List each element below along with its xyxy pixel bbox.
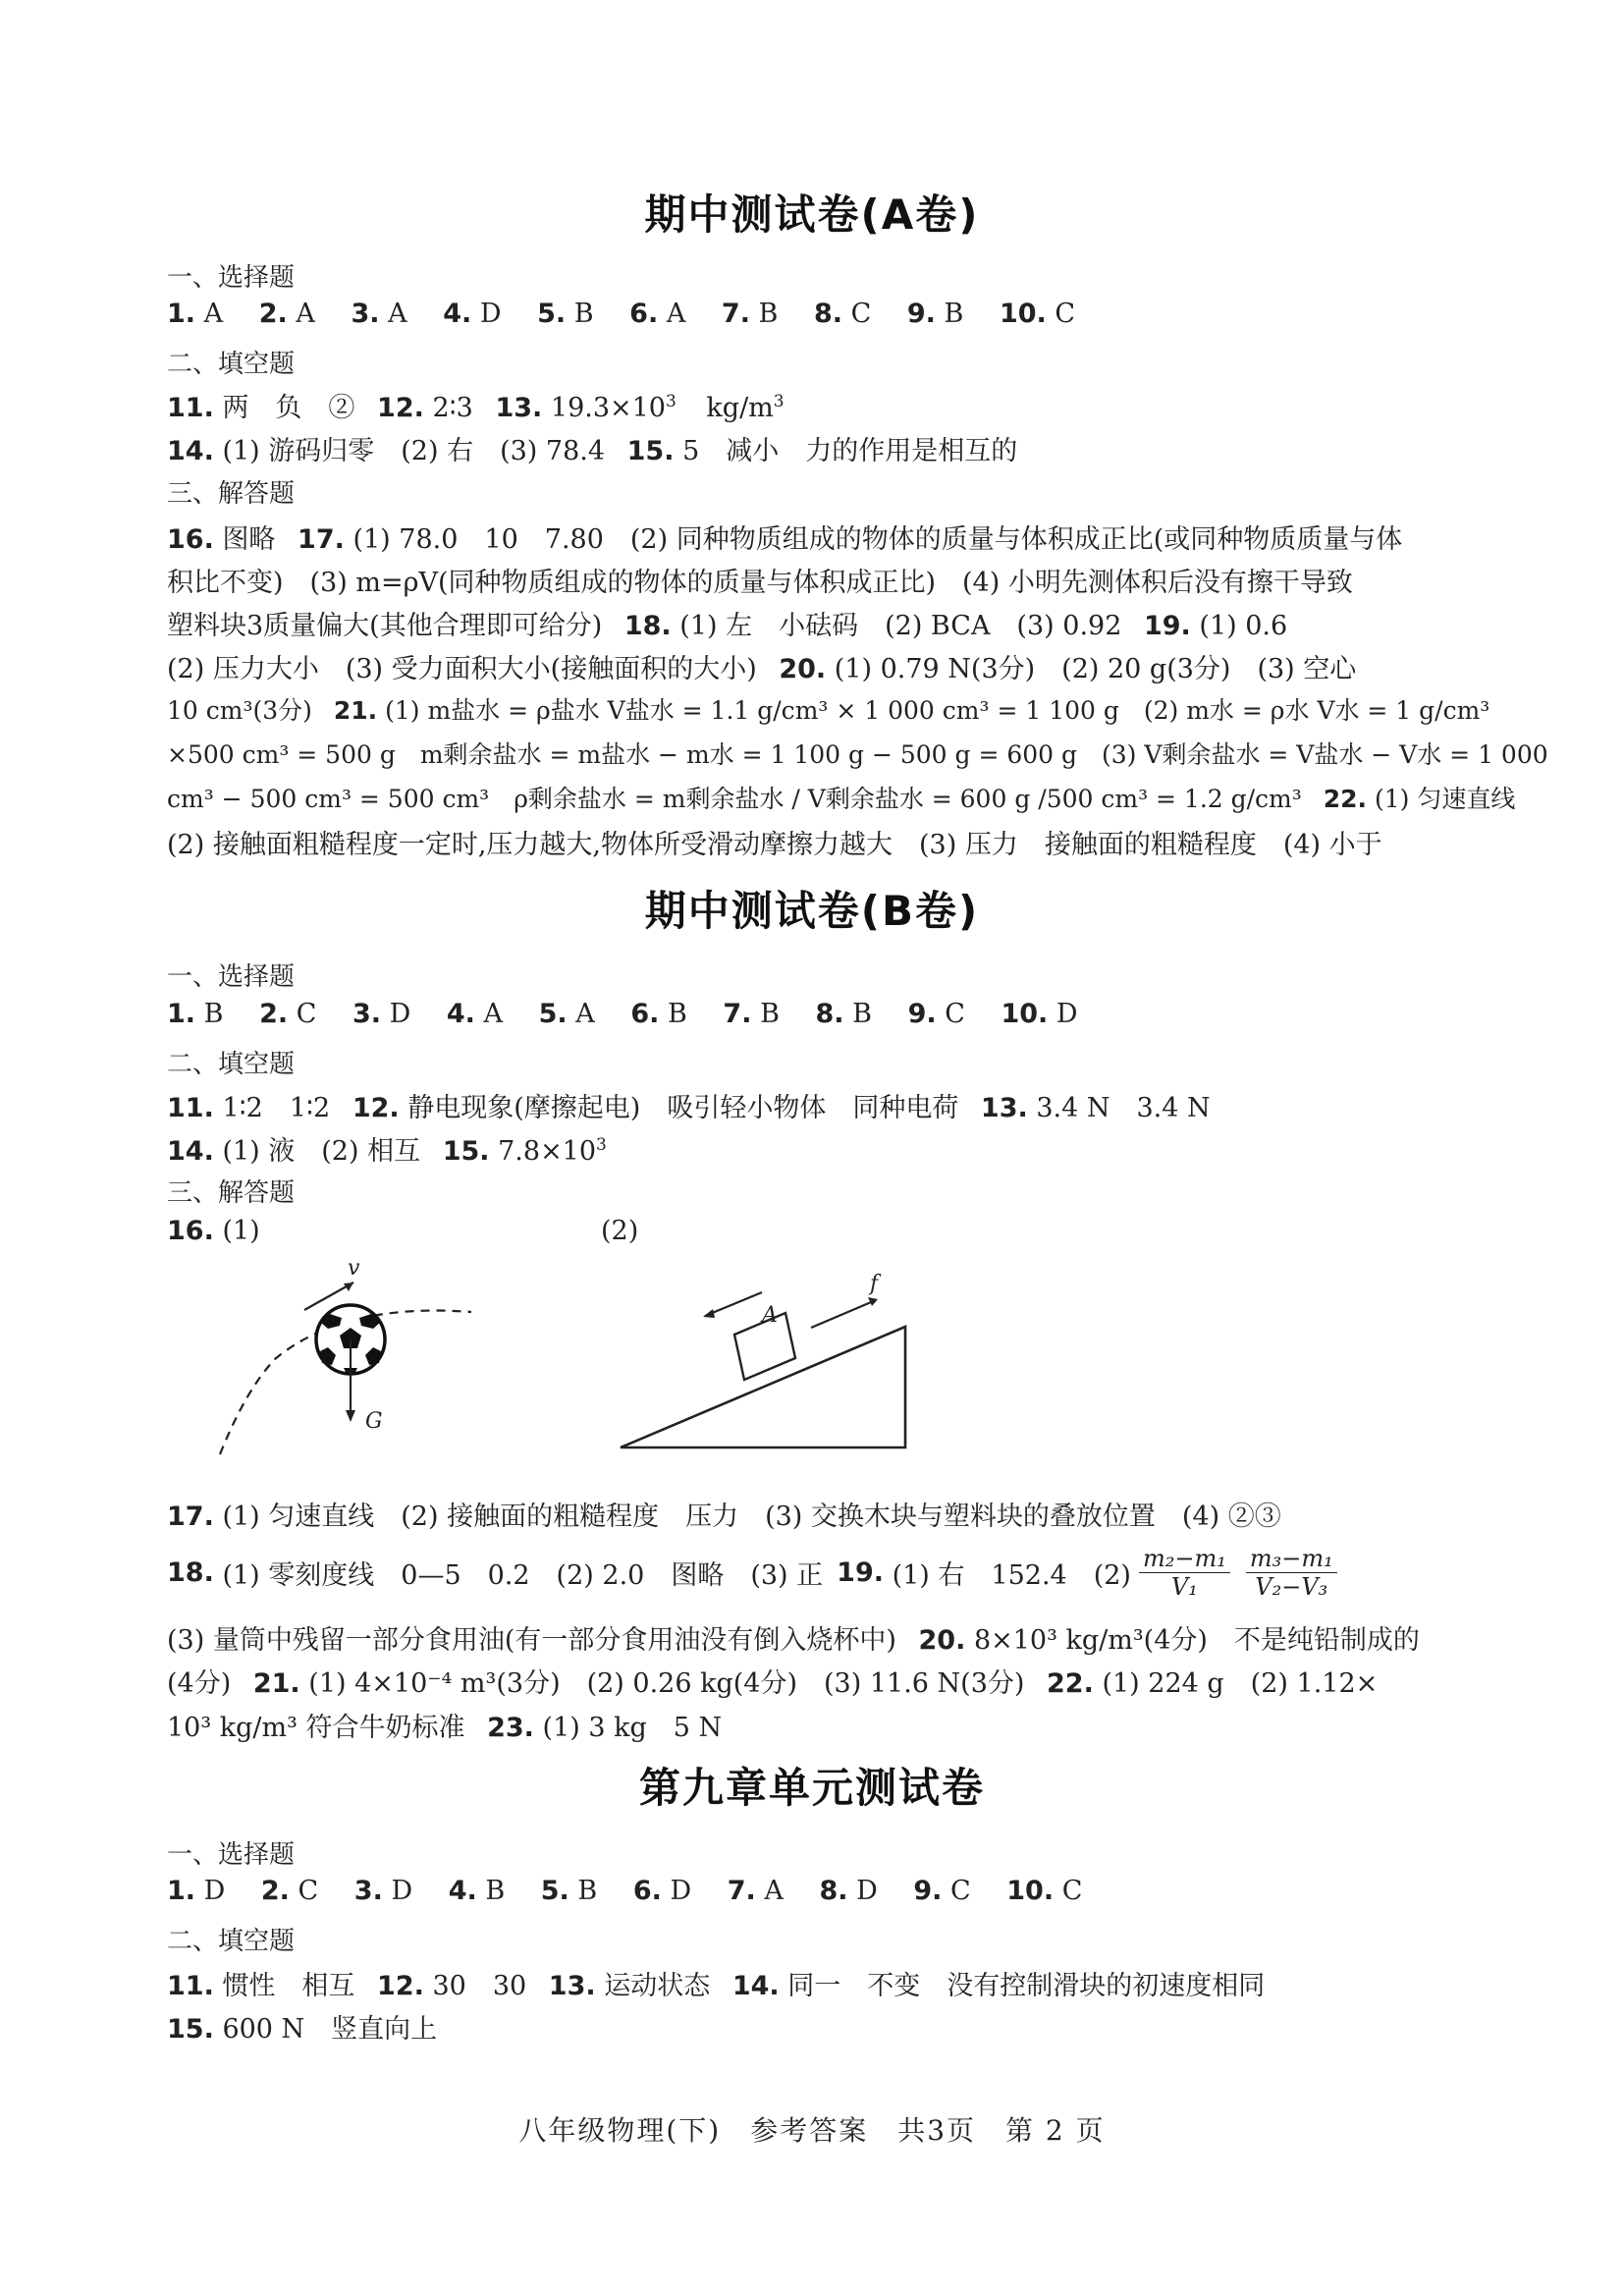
q-ans: (1) 224 g (2) 1.12× bbox=[1102, 1668, 1379, 1699]
exam-a-title: 期中测试卷(A卷) bbox=[644, 191, 980, 239]
unit9-title: 第九章单元测试卷 bbox=[638, 1764, 985, 1812]
q-num: 7. bbox=[727, 1876, 756, 1906]
q-num: 16. bbox=[167, 524, 214, 555]
q-num: 15. bbox=[442, 1136, 490, 1167]
q-ans: 19.3×10 bbox=[550, 393, 666, 423]
q-ans: B bbox=[577, 1876, 598, 1906]
q-num: 6. bbox=[630, 999, 660, 1029]
exam-a-fill-line-1 bbox=[167, 386, 785, 424]
exam-b-fill-line-1 bbox=[167, 1086, 1211, 1124]
q-num: 17. bbox=[298, 524, 345, 555]
q-num: 18. bbox=[623, 611, 672, 641]
exam-a-section-solve: 三、解答题 bbox=[167, 479, 296, 509]
unit9-choice-line bbox=[167, 1876, 1110, 1906]
q-ans: (1) 匀速直线 (2) 接触面的粗糙程度 压力 (3) 交换木块与塑料块的叠放位置 (4) ②③ bbox=[222, 1501, 1281, 1532]
q-num: 22. bbox=[1047, 1668, 1094, 1699]
q-num: 12. bbox=[377, 1971, 424, 2001]
exam-a-solve-line-4 bbox=[167, 647, 1356, 685]
exam-a-solve-line-7 bbox=[167, 780, 1515, 815]
q-num: 23. bbox=[487, 1713, 534, 1743]
q-ans: C bbox=[950, 1876, 971, 1906]
unit9-fill-line-1 bbox=[167, 1964, 1265, 2002]
q-num: 19. bbox=[837, 1556, 884, 1588]
q-ans: 静电现象(摩擦起电) 吸引轻小物体 同种电荷 bbox=[407, 1093, 959, 1123]
exam-b-title: 期中测试卷(B卷) bbox=[644, 887, 980, 935]
exam-b-q16-line bbox=[167, 1216, 260, 1246]
q-ans: C bbox=[1061, 1876, 1083, 1906]
q-ans: (1) 78.0 10 7.80 (2) 同种物质组成的物体的质量与体积成正比(或同种物质质量与体 bbox=[352, 524, 1403, 555]
q-num: 19. bbox=[1143, 611, 1191, 641]
q-ans: A bbox=[296, 299, 315, 329]
q-num: 20. bbox=[918, 1625, 966, 1656]
q-num: 11. bbox=[167, 1093, 214, 1123]
q-ans: A bbox=[666, 299, 686, 329]
q-num: 14. bbox=[167, 436, 214, 466]
q-ans: A bbox=[203, 299, 224, 329]
exam-a-section-fill: 二、填空题 bbox=[167, 350, 296, 379]
q-num: 3. bbox=[351, 299, 380, 329]
q-num: 6. bbox=[629, 299, 659, 329]
superscript: 3 bbox=[666, 392, 677, 411]
q-ans: A bbox=[575, 999, 595, 1029]
q-ans: (1) 液 (2) 相互 bbox=[222, 1136, 421, 1167]
q-ans: (1) m盐水 = ρ盐水 V盐水 = 1.1 g/cm³ × 1 000 cm³ = 1 100 g (2) m水 = ρ水 V水 = 1 g/cm³ bbox=[385, 696, 1490, 725]
q-num: 10. bbox=[1006, 1876, 1055, 1906]
q-ans: B bbox=[573, 299, 594, 329]
q-num: 2. bbox=[259, 999, 289, 1029]
q16-part-2-label: (2) bbox=[601, 1216, 639, 1246]
unit9-section-fill: 二、填空题 bbox=[167, 1927, 296, 1956]
q-ans: (1) 左 小砝码 (2) BCA (3) 0.92 bbox=[679, 611, 1122, 641]
q-num: 13. bbox=[548, 1971, 596, 2001]
exam-b-solve-line-2 bbox=[167, 1544, 1345, 1601]
q-ans: A bbox=[764, 1876, 784, 1906]
q-num: 4. bbox=[448, 1876, 477, 1906]
q-num: 11. bbox=[167, 1971, 214, 2001]
fraction-1 bbox=[1139, 1545, 1230, 1601]
q-num: 9. bbox=[913, 1876, 943, 1906]
friction-arrowhead bbox=[868, 1297, 878, 1306]
q-ans: C bbox=[850, 299, 872, 329]
q-num: 7. bbox=[721, 299, 750, 329]
q-num: 3. bbox=[352, 999, 382, 1029]
q-num: 5. bbox=[540, 1876, 569, 1906]
q-num: 1. bbox=[167, 299, 196, 329]
q-num: 11. bbox=[167, 393, 214, 423]
q-num: 14. bbox=[731, 1971, 780, 2001]
q-ans: 10 cm³(3分) bbox=[167, 696, 312, 725]
q-ans: D bbox=[1056, 999, 1078, 1029]
q-num: 8. bbox=[813, 299, 843, 329]
q-ans: B bbox=[667, 999, 687, 1029]
exam-b-solve-line-5 bbox=[167, 1706, 722, 1744]
q-ans: (1) 4×10⁻⁴ m³(3分) (2) 0.26 kg(4分) (3) 11.6 N(3分) bbox=[308, 1668, 1025, 1699]
exam-a-solve-line-1 bbox=[167, 518, 1402, 556]
q-num: 5. bbox=[537, 299, 567, 329]
q-ans: 同一 不变 没有控制滑块的初速度相同 bbox=[787, 1971, 1266, 2001]
superscript: 3 bbox=[773, 392, 785, 411]
q-num: 18. bbox=[167, 1556, 214, 1588]
q-ans: B bbox=[758, 299, 779, 329]
q-num: 16. bbox=[167, 1216, 214, 1246]
block-label: A bbox=[762, 1303, 778, 1328]
incline-triangle bbox=[621, 1327, 905, 1447]
page-footer: 八年级物理(下) 参考答案 共3页 第 2 页 bbox=[518, 2114, 1106, 2147]
q-num: 10. bbox=[999, 299, 1047, 329]
exam-b-section-choice: 一、选择题 bbox=[167, 962, 296, 992]
q-num: 21. bbox=[333, 696, 378, 725]
q-num: 21. bbox=[252, 1668, 300, 1699]
q-num: 4. bbox=[446, 999, 475, 1029]
q-ans: (1) 0.79 N(3分) (2) 20 g(3分) (3) 空心 bbox=[834, 654, 1357, 684]
q-ans: D bbox=[203, 1876, 226, 1906]
q-num: 9. bbox=[907, 999, 937, 1029]
q-num: 10. bbox=[1001, 999, 1049, 1029]
q-ans: D bbox=[856, 1876, 878, 1906]
unit9-section-choice: 一、选择题 bbox=[167, 1840, 296, 1870]
q-num: 22. bbox=[1323, 785, 1368, 813]
q-ans: 2∶3 bbox=[432, 393, 473, 423]
q-ans: 两 负 ② bbox=[222, 393, 355, 423]
q-num: 1. bbox=[167, 1876, 196, 1906]
q-ans: 3.4 N 3.4 N bbox=[1036, 1093, 1211, 1123]
q-ans: (1) 游码归零 (2) 右 (3) 78.4 bbox=[222, 436, 606, 466]
q-ans: (1) 3 kg 5 N bbox=[542, 1713, 723, 1743]
velocity-label: v bbox=[348, 1256, 360, 1281]
q-ans: C bbox=[298, 1876, 319, 1906]
q-ans: 10³ kg/m³ 符合牛奶标准 bbox=[167, 1713, 465, 1743]
q-num: 12. bbox=[352, 1093, 400, 1123]
q-num: 15. bbox=[626, 436, 675, 466]
q-num: 8. bbox=[819, 1876, 848, 1906]
q-ans: (1) 匀速直线 bbox=[1375, 785, 1516, 813]
exam-a-choice-line bbox=[167, 299, 1103, 329]
friction-arrow bbox=[811, 1300, 876, 1328]
q16-part-1-label: (1) bbox=[222, 1216, 260, 1246]
q-num: 1. bbox=[167, 999, 196, 1029]
q-num: 14. bbox=[167, 1136, 214, 1167]
unit9-fill-line-2 bbox=[167, 2007, 437, 2046]
q-ans: B bbox=[944, 299, 964, 329]
incline-diagram bbox=[609, 1253, 933, 1464]
q-num: 9. bbox=[906, 299, 936, 329]
q-ans: 600 N 竖直向上 bbox=[222, 2014, 438, 2045]
q-ans: 运动状态 bbox=[604, 1971, 711, 2001]
q-ans: B bbox=[485, 1876, 506, 1906]
q-num: 15. bbox=[167, 2014, 214, 2045]
q-ans: (1) 零刻度线 0—5 0.2 (2) 2.0 图略 (3) 正 bbox=[222, 1559, 824, 1591]
exam-b-solve-line-1 bbox=[167, 1495, 1281, 1533]
q-num: 13. bbox=[980, 1093, 1028, 1123]
exam-b-choice-line bbox=[167, 999, 1106, 1029]
q-ans: 图略 bbox=[222, 524, 276, 555]
q-ans: 1∶2 1∶2 bbox=[222, 1093, 331, 1123]
exam-b-solve-line-3 bbox=[167, 1618, 1420, 1657]
gravity-arrowhead bbox=[346, 1410, 355, 1422]
q-ans: B bbox=[203, 999, 224, 1029]
exam-a-fill-line-2 bbox=[167, 429, 1017, 467]
exam-b-fill-line-2 bbox=[167, 1129, 607, 1168]
q-ans: D bbox=[391, 1876, 413, 1906]
q-num: 4. bbox=[443, 299, 472, 329]
q-ans: (1) 右 152.4 (2) bbox=[892, 1559, 1131, 1591]
q-ans: C bbox=[945, 999, 965, 1029]
exam-a-solve-line-3 bbox=[167, 604, 1287, 642]
q-ans: (1) 0.6 bbox=[1199, 611, 1288, 641]
fraction-1-numerator: m₂−m₁ bbox=[1139, 1545, 1230, 1573]
q-ans: 30 30 bbox=[432, 1971, 527, 2001]
q-ans: (4分) bbox=[167, 1668, 232, 1699]
q-num: 7. bbox=[723, 999, 752, 1029]
fraction-1-denominator: V₁ bbox=[1170, 1572, 1198, 1601]
exam-a-solve-line-6: ×500 cm³ = 500 g m剩余盐水 = m盐水 − m水 = 1 100 g − 500 g = 600 g (3) V剩余盐水 = V盐水 − V水 = 1 000 bbox=[167, 740, 1548, 769]
q-num: 2. bbox=[258, 299, 288, 329]
q-ans: D bbox=[670, 1876, 692, 1906]
exam-a-solve-line-8: (2) 接触面粗糙程度一定时,压力越大,物体所受滑动摩擦力越大 (3) 压力 接触面的粗糙程度 (4) 小于 bbox=[167, 830, 1382, 860]
q-ans: 惯性 相互 bbox=[222, 1971, 355, 2001]
q-ans: 5 减小 力的作用是相互的 bbox=[682, 436, 1018, 466]
exam-b-solve-line-4 bbox=[167, 1662, 1378, 1700]
exam-b-section-solve: 三、解答题 bbox=[167, 1178, 296, 1208]
unit: kg/m bbox=[706, 393, 774, 423]
q-ans: (3) 量筒中残留一部分食用油(有一部分食用油没有倒入烧杯中) bbox=[167, 1625, 896, 1656]
q-ans: C bbox=[1055, 299, 1076, 329]
fraction-2-denominator: V₂−V₃ bbox=[1255, 1572, 1328, 1601]
q-ans: D bbox=[389, 999, 411, 1029]
football-diagram bbox=[196, 1253, 491, 1464]
q-num: 13. bbox=[495, 393, 543, 423]
superscript: 3 bbox=[596, 1135, 607, 1155]
q-num: 20. bbox=[779, 654, 827, 684]
q-ans: (2) 压力大小 (3) 受力面积大小(接触面积的大小) bbox=[167, 654, 757, 684]
exam-b-section-fill: 二、填空题 bbox=[167, 1050, 296, 1079]
q-num: 6. bbox=[632, 1876, 662, 1906]
q-ans: B bbox=[852, 999, 872, 1029]
motion-arrowhead bbox=[703, 1309, 715, 1318]
exam-a-section-choice: 一、选择题 bbox=[167, 263, 296, 293]
q-ans: A bbox=[388, 299, 407, 329]
fraction-2-numerator: m₃−m₁ bbox=[1246, 1545, 1337, 1573]
q-ans: D bbox=[479, 299, 502, 329]
q-ans: A bbox=[483, 999, 504, 1029]
gravity-label: G bbox=[365, 1409, 383, 1434]
q-ans: B bbox=[760, 999, 780, 1029]
q-num: 5. bbox=[538, 999, 568, 1029]
q-num: 8. bbox=[815, 999, 844, 1029]
q-num: 3. bbox=[353, 1876, 383, 1906]
q-ans: cm³ − 500 cm³ = 500 cm³ ρ剩余盐水 = m剩余盐水 / V剩余盐水 = 600 g /500 cm³ = 1.2 g/cm³ bbox=[167, 785, 1302, 813]
q-num: 12. bbox=[377, 393, 424, 423]
q-ans: 塑料块3质量偏大(其他合理即可给分) bbox=[167, 611, 603, 641]
q-num: 17. bbox=[167, 1501, 214, 1532]
q-ans: 7.8×10 bbox=[498, 1136, 597, 1167]
friction-label: f bbox=[870, 1272, 879, 1296]
q-ans: 8×10³ kg/m³(4分) 不是纯铅制成的 bbox=[973, 1625, 1420, 1656]
exam-a-solve-line-2: 积比不变) (3) m=ρV(同种物质组成的物体的质量与体积成正比) (4) 小明先测体积后没有擦干导致 bbox=[167, 568, 1353, 598]
q-ans: C bbox=[296, 999, 317, 1029]
fraction-2 bbox=[1246, 1545, 1337, 1601]
exam-a-solve-line-5 bbox=[167, 691, 1489, 727]
q-num: 2. bbox=[260, 1876, 290, 1906]
